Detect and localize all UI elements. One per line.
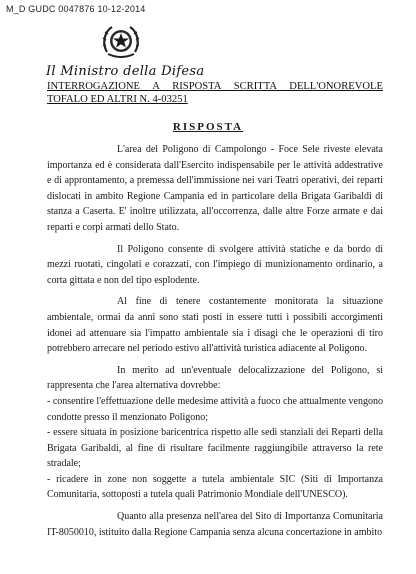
protocol-reference: M_D GUDC 0047876 10-12-2014 (6, 4, 146, 14)
section-title-text: RISPOSTA (172, 121, 244, 133)
interrogation-subject (47, 80, 383, 106)
subject-text: INTERROGAZIONE A RISPOSTA SCRITTA DELL'ONOREVOLE TOFALO ED ALTRI N. 4-03251 (47, 81, 383, 105)
paragraph: Quanto alla presenza nell'area del Sito di Importanza Comunitaria IT-8050010, istituito dalla Regione Campania senza alcuna concertazione in ambito (47, 511, 383, 538)
list-item: - essere situata in posizione baricentrica rispetto alle sedi stanziali dei Reparti della Brigata Garibaldi, al fine di risultare facilmente raggiungibile attraverso la rete stradale; (47, 427, 383, 470)
paragraph: In merito ad un'eventuale delocalizzazione del Poligono, si rappresenta che l'area alternativa dovrebbe: (47, 364, 383, 392)
response-body (47, 142, 383, 546)
minister-title: Il Ministro della Difesa (46, 64, 205, 79)
emblem-icon (98, 22, 144, 62)
list-item: - ricadere in zone non soggette a tutela ambientale SIC (Siti di Importanza Comunitaria, sottoposti a tutela quali Patrimonio Mondiale dell'UNESCO). (47, 473, 383, 501)
paragraph: Il Poligono consente di svolgere attività statiche e da bordo di mezzi ruotati, cingolati e corazzati, con l'impiego di munizionamento ordinario, a corta gittata e non del tipo esplodente. (47, 243, 383, 286)
list-item: - consentire l'effettuazione delle medesime attività a fuoco che attualmente vengono condotte presso il menzionato Poligono; (47, 395, 383, 423)
paragraph: L'area del Poligono di Campolongo - Foce Sele riveste elevata importanza ed è considerata dall'Esercito indispensabile per le attività addestrative e di approntamento, a premessa dell'immissione nei vari Teatri operativi, dei reparti dislocati in ambito Regione Campania ed in particolare della Brigata Garibaldi di stanza a Caserta. E' inoltre utilizzata, all'occorrenza, dalle altre Forze armate e dai reparti e corpi armati dello Stato. (47, 144, 383, 233)
paragraph: Al fine di tenere costantemente monitorata la situazione ambientale, ormai da anni sono stati posti in essere tutti i possibili accorgimenti idonei ad attenuare sia l'impatto ambientale sia i disagi che le operazioni di tiro potrebbero arrecare nel periodo estivo all'attività turistica adiacente al Poligono. (47, 296, 383, 355)
section-title (0, 121, 416, 133)
